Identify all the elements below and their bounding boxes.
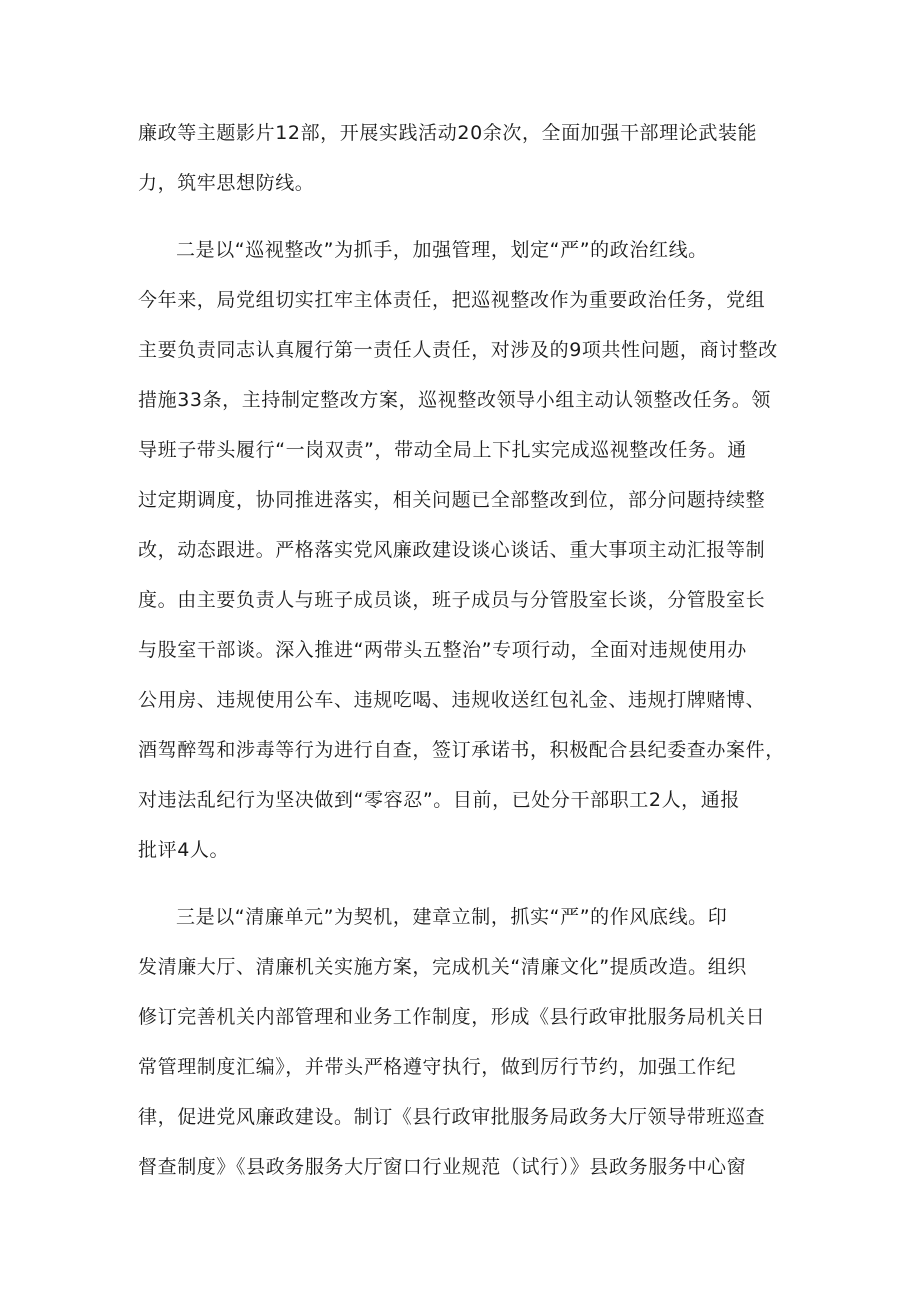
text-line: 主要负责同志认真履行第一责任人责任，对涉及的9项共性问题，商讨整改 (138, 339, 778, 361)
text-line: 改，动态跟进。严格落实党风廉政建设谈心谈话、重大事项主动汇报等制 (138, 539, 766, 561)
text-line: 常管理制度汇编》，并带头严格遵守执行，做到厉行节约，加强工作纪 (138, 1056, 737, 1078)
text-line: 公用房、违规使用公车、违规吃喝、违规收送红包礼金、违规打牌赌博、 (138, 689, 766, 711)
text-line: 发清廉大厅、清廉机关实施方案，完成机关“清廉文化”提质改造。组织 (138, 956, 747, 978)
text-line: 对违法乱纪行为坚决做到“零容忍”。目前，已处分干部职工2人，通报 (138, 789, 740, 811)
paragraph-heading: 三是以“清廉单元”为契机，建章立制，抓实“严”的作风底线。印 (176, 906, 728, 928)
text-line: 措施33条，主持制定整改方案，巡视整改领导小组主动认领整改任务。领 (138, 389, 771, 411)
text-line: 督查制度》《县政务服务大厅窗口行业规范（试行）》县政务服务中心窗 (138, 1156, 747, 1178)
text-line: 导班子带头履行“一岗双责”，带动全局上下扎实完成巡视整改任务。通 (138, 439, 747, 461)
text-line: 律，促进党风廉政建设。制订《县行政审批服务局政务大厅领导带班巡查 (138, 1106, 766, 1128)
text-line: 修订完善机关内部管理和业务工作制度，形成《县行政审批服务局机关日 (138, 1006, 766, 1028)
text-line: 过定期调度，协同推进落实，相关问题已全部整改到位，部分问题持续整 (138, 489, 766, 511)
text-line: 与股室干部谈。深入推进“两带头五整治”专项行动，全面对违规使用办 (138, 639, 747, 661)
text-line: 廉政等主题影片12部，开展实践活动20余次，全面加强干部理论武装能 (138, 122, 758, 144)
text-line: 酒驾醉驾和涉毒等行为进行自查，签订承诺书，积极配合县纪委查办案件， (138, 739, 785, 761)
paragraph-heading: 二是以“巡视整改”为抓手，加强管理，划定“严”的政治红线。 (176, 239, 708, 261)
text-line: 度。由主要负责人与班子成员谈，班子成员与分管股室长谈，分管股室长 (138, 589, 766, 611)
text-line: 批评4人。 (138, 839, 230, 861)
text-line: 力，筑牢思想防线。 (138, 172, 315, 194)
text-line: 今年来，局党组切实扛牢主体责任，把巡视整改作为重要政治任务，党组 (138, 289, 766, 311)
